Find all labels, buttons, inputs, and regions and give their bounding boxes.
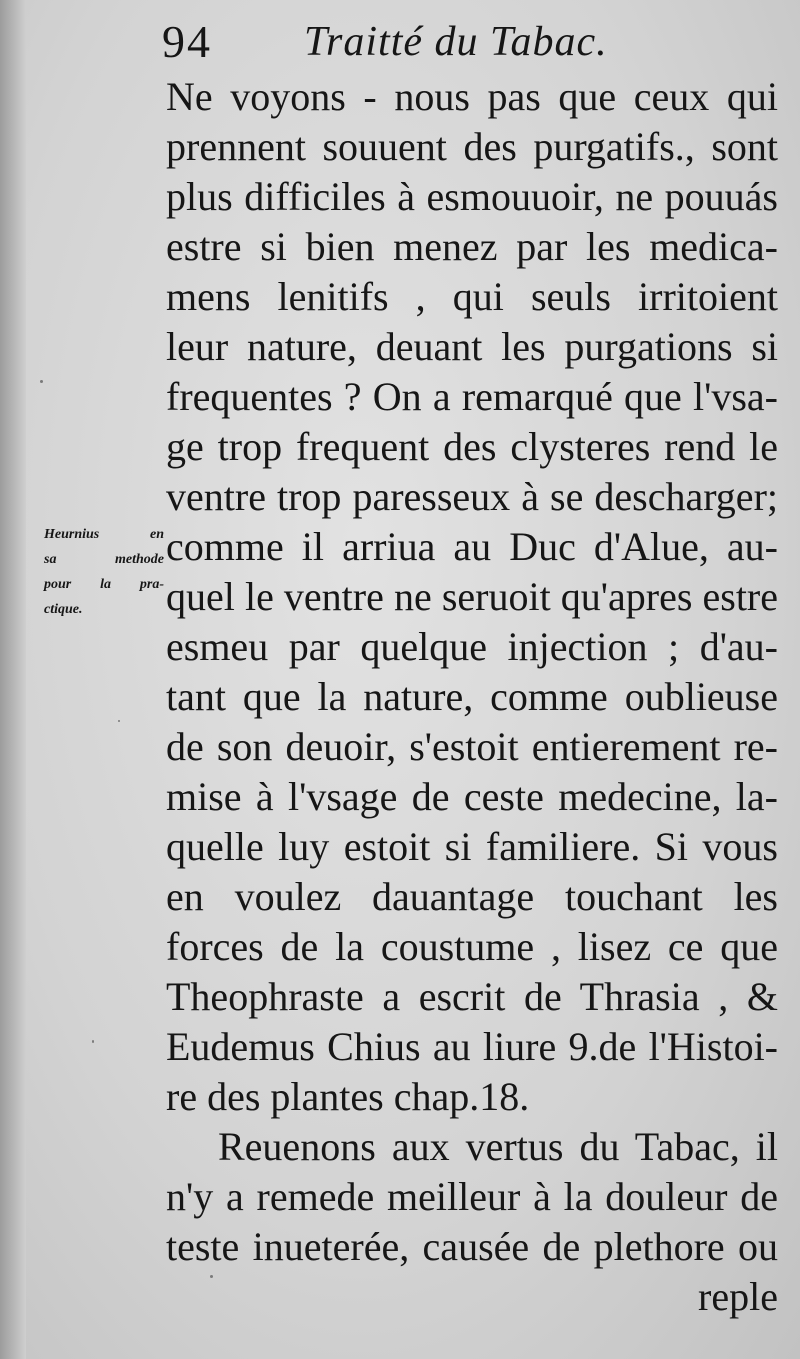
paper-speck xyxy=(92,1040,94,1043)
text-line: frequentes ? On a remarqué que l'vsa- xyxy=(166,374,778,419)
paper-speck xyxy=(210,1275,213,1278)
page-gutter-shadow xyxy=(0,0,26,1359)
running-title: Traitté du Tabac. xyxy=(304,19,608,65)
text-line: esmeu par quelque injection ; d'au- xyxy=(166,624,778,669)
catchword: reple xyxy=(698,1274,778,1319)
marginal-note-line: pour la pra- xyxy=(44,577,164,592)
text-line: ge trop frequent des clysteres rend le xyxy=(166,424,778,469)
text-line: estre si bien menez par les medica- xyxy=(166,224,778,269)
paper-speck xyxy=(118,720,120,722)
text-line: Eudemus Chius au liure 9.de l'Histoi- xyxy=(166,1024,778,1069)
text-line: de son deuoir, s'estoit entierement re- xyxy=(166,724,778,769)
text-line: teste inueterée, causée de plethore ou xyxy=(166,1224,778,1269)
text-line: n'y a remede meilleur à la douleur de xyxy=(166,1174,778,1219)
marginal-note-line: sa methode xyxy=(44,552,164,567)
text-line: Ne voyons - nous pas que ceux qui xyxy=(166,74,778,119)
text-line: Reuenons aux vertus du Tabac, il xyxy=(218,1124,778,1169)
text-line: comme il arriua au Duc d'Alue, au- xyxy=(166,524,778,569)
marginal-note xyxy=(44,522,164,622)
text-line: mens lenitifs , qui seuls irritoient xyxy=(166,274,778,319)
text-line: en voulez dauantage touchant les xyxy=(166,874,778,919)
paper-speck xyxy=(40,380,43,383)
text-line: Theophraste a escrit de Thrasia , & xyxy=(166,974,778,1019)
text-line: quel le ventre ne seruoit qu'apres estre xyxy=(166,574,778,619)
text-line: leur nature, deuant les purgations si xyxy=(166,324,778,369)
page-header xyxy=(162,10,782,72)
body-text xyxy=(166,72,778,1322)
text-line: re des plantes chap.18. xyxy=(166,1074,530,1119)
marginal-note-line: Heurnius en xyxy=(44,527,164,542)
text-line: mise à l'vsage de ceste medecine, la- xyxy=(166,774,778,819)
marginal-note-line: ctique. xyxy=(44,602,83,617)
text-line: plus difficiles à esmouuoir, ne pouuás xyxy=(166,174,778,219)
text-line: prennent souuent des purgatifs., sont xyxy=(166,124,778,169)
text-line: tant que la nature, comme oublieuse xyxy=(166,674,778,719)
text-line: ventre trop paresseux à se descharger; xyxy=(166,474,778,519)
text-line: quelle luy estoit si familiere. Si vous xyxy=(166,824,778,869)
page-number: 94 xyxy=(162,16,212,67)
text-line: forces de la coustume , lisez ce que xyxy=(166,924,778,969)
